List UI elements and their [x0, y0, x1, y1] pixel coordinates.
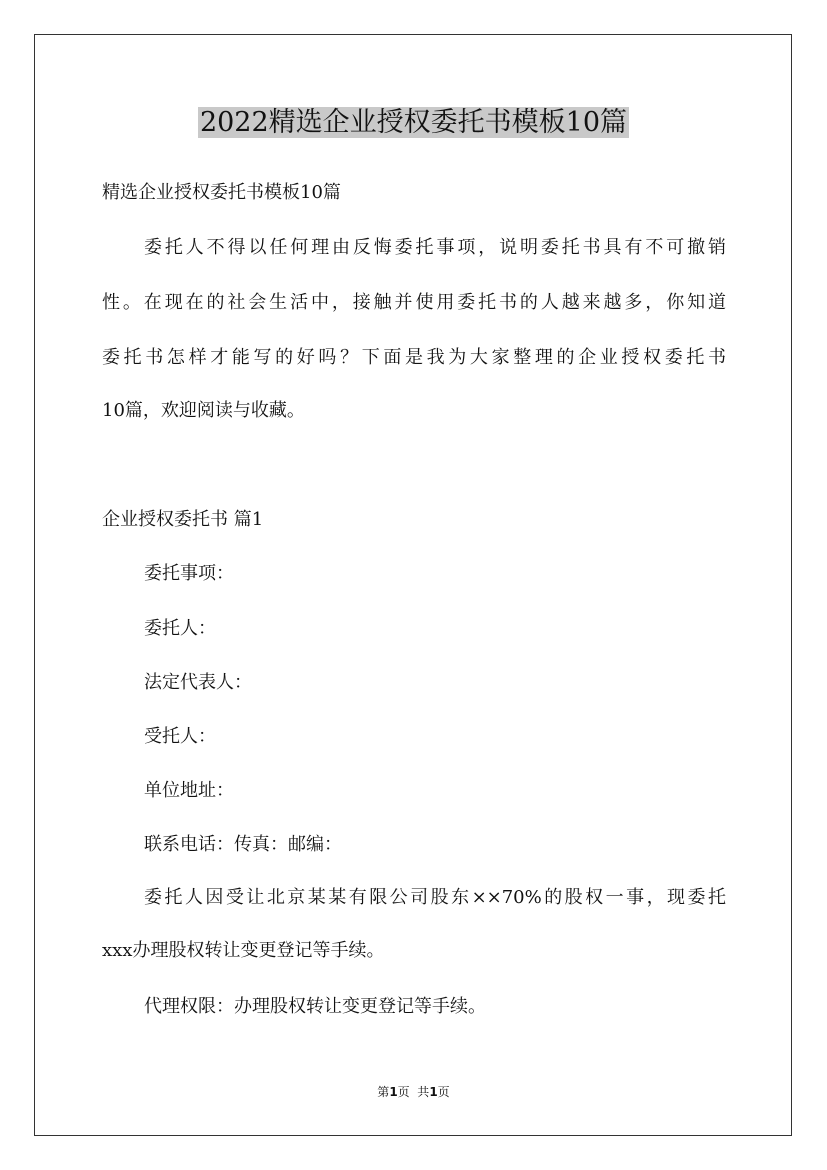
field-entrusted-matters: 委托事项：	[144, 563, 234, 584]
field-legal-representative: 法定代表人：	[144, 672, 252, 693]
intro-line-4: 10篇，欢迎阅读与收藏。	[102, 400, 305, 421]
page-footer	[0, 1084, 827, 1100]
footer-suffix: 页	[437, 1085, 450, 1099]
footer-prefix: 第	[377, 1085, 390, 1099]
section-heading: 企业授权委托书 篇1	[102, 509, 264, 530]
document-subtitle: 精选企业授权委托书模板10篇	[102, 182, 341, 203]
field-address: 单位地址：	[144, 780, 234, 801]
intro-line-3: 委托书怎样才能写的好吗？下面是我为大家整理的企业授权委托书	[102, 347, 726, 368]
footer-total-pages: 1	[429, 1085, 438, 1099]
footer-page-number: 1	[389, 1085, 398, 1099]
field-principal: 委托人：	[144, 618, 216, 639]
body-line-2: xxx办理股权转让变更登记等手续。	[102, 940, 385, 961]
document-title-text: 2022精选企业授权委托书模板10篇	[199, 107, 628, 138]
authority-line: 代理权限：办理股权转让变更登记等手续。	[144, 996, 486, 1017]
intro-line-1: 委托人不得以任何理由反悔委托事项，说明委托书具有不可撤销	[144, 237, 726, 258]
footer-middle: 页 共	[397, 1085, 430, 1099]
field-agent: 受托人：	[144, 726, 216, 747]
field-contact: 联系电话：传真：邮编：	[144, 834, 342, 855]
document-title	[0, 104, 827, 142]
intro-line-2: 性。在现在的社会生活中，接触并使用委托书的人越来越多，你知道	[102, 292, 726, 313]
body-line-1: 委托人因受让北京某某有限公司股东××70%的股权一事，现委托	[144, 887, 726, 908]
